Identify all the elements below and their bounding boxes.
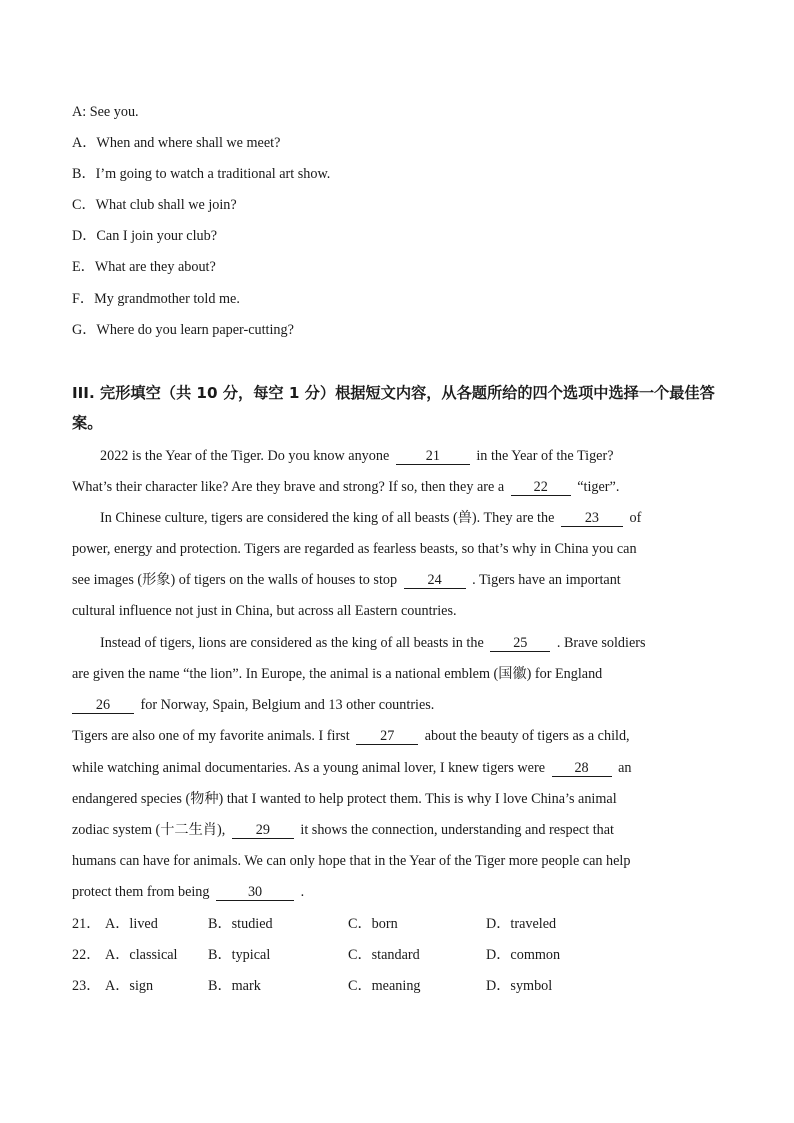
passage-line: endangered species (物种) that I wanted to help protect them. This is why I love China’s animal xyxy=(72,791,617,807)
passage-line: cultural influence not just in China, but across all Eastern countries. xyxy=(72,603,457,619)
passage-line xyxy=(72,509,641,527)
passage-line xyxy=(72,883,304,901)
passage-text: 2022 is the Year of the Tiger. Do you know anyone xyxy=(100,448,390,464)
question-number: 21． xyxy=(72,916,101,932)
option-e: E．What are they about? xyxy=(72,259,216,275)
passage-line xyxy=(72,571,621,589)
passage-text: “tiger”. xyxy=(577,479,620,495)
choice-c: C．standard xyxy=(348,947,420,963)
passage-text: protect them from being xyxy=(72,884,210,900)
blank-30: 30 xyxy=(216,885,294,901)
blank-22: 22 xyxy=(511,480,571,496)
passage-line xyxy=(72,759,632,777)
question-number: 22． xyxy=(72,947,101,963)
passage-text: Instead of tigers, lions are considered as the king of all beasts in the xyxy=(100,635,484,651)
blank-23: 23 xyxy=(561,511,623,527)
choice-c: C．born xyxy=(348,916,398,932)
option-c: C．What club shall we join? xyxy=(72,197,237,213)
passage-line xyxy=(72,727,630,745)
passage-text: about the beauty of tigers as a child, xyxy=(424,728,630,744)
passage-text: it shows the connection, understanding and respect that xyxy=(300,822,614,838)
passage-line xyxy=(72,478,619,496)
passage-text: zodiac system (十二生肖), xyxy=(72,822,226,838)
passage-text: Tigers are also one of my favorite animals. I first xyxy=(72,728,350,744)
choice-a: A．classical xyxy=(105,947,178,963)
choice-b: B．mark xyxy=(208,978,261,994)
passage-line: power, energy and protection. Tigers are regarded as fearless beasts, so that’s why in China you can xyxy=(72,541,637,557)
choice-d: D．traveled xyxy=(486,916,557,932)
blank-29: 29 xyxy=(232,823,294,839)
passage-line xyxy=(72,634,646,652)
passage-text: see images (形象) of tigers on the walls of houses to stop xyxy=(72,572,398,588)
choice-d: D．symbol xyxy=(486,978,553,994)
passage-text: an xyxy=(618,760,632,776)
blank-28: 28 xyxy=(552,761,612,777)
choice-c: C．meaning xyxy=(348,978,421,994)
choice-a: A．lived xyxy=(105,916,158,932)
blank-24: 24 xyxy=(404,573,466,589)
passage-text: What’s their character like? Are they brave and strong? If so, then they are a xyxy=(72,479,505,495)
blank-26: 26 xyxy=(72,698,134,714)
passage-text: . Brave soldiers xyxy=(556,635,646,651)
passage-text: . Tigers have an important xyxy=(472,572,621,588)
question-number: 23． xyxy=(72,978,101,994)
section-heading: III. 完形填空（共 10 分，每空 1 分）根据短文内容，从各题所给的四个选项中选择一个最佳答案。 xyxy=(72,384,715,432)
dialogue-line: A: See you. xyxy=(72,104,139,120)
passage-line xyxy=(72,447,614,465)
passage-line: humans can have for animals. We can only hope that in the Year of the Tiger more people can help xyxy=(72,853,631,869)
blank-25: 25 xyxy=(490,636,550,652)
choice-b: B．typical xyxy=(208,947,271,963)
passage-line xyxy=(72,821,614,839)
passage-text: . xyxy=(300,884,305,900)
passage-text: In Chinese culture, tigers are considered the king of all beasts (兽). They are the xyxy=(100,510,555,526)
choice-b: B．studied xyxy=(208,916,273,932)
passage-text: for Norway, Spain, Belgium and 13 other countries. xyxy=(140,697,435,713)
passage-text: while watching animal documentaries. As a young animal lover, I knew tigers were xyxy=(72,760,545,776)
option-f: F．My grandmother told me. xyxy=(72,291,240,307)
option-g: G．Where do you learn paper-cutting? xyxy=(72,322,294,338)
option-d: D．Can I join your club? xyxy=(72,228,217,244)
blank-27: 27 xyxy=(356,729,418,745)
blank-21: 21 xyxy=(396,449,470,465)
passage-text: in the Year of the Tiger? xyxy=(476,448,614,464)
passage-line xyxy=(72,696,434,714)
option-a: A．When and where shall we meet? xyxy=(72,135,281,151)
passage-text: of xyxy=(629,510,642,526)
passage-line: are given the name “the lion”. In Europe, the animal is a national emblem (国徽) for England xyxy=(72,666,603,682)
choice-d: D．common xyxy=(486,947,561,963)
option-b: B．I’m going to watch a traditional art show. xyxy=(72,166,331,182)
choice-a: A．sign xyxy=(105,978,154,994)
